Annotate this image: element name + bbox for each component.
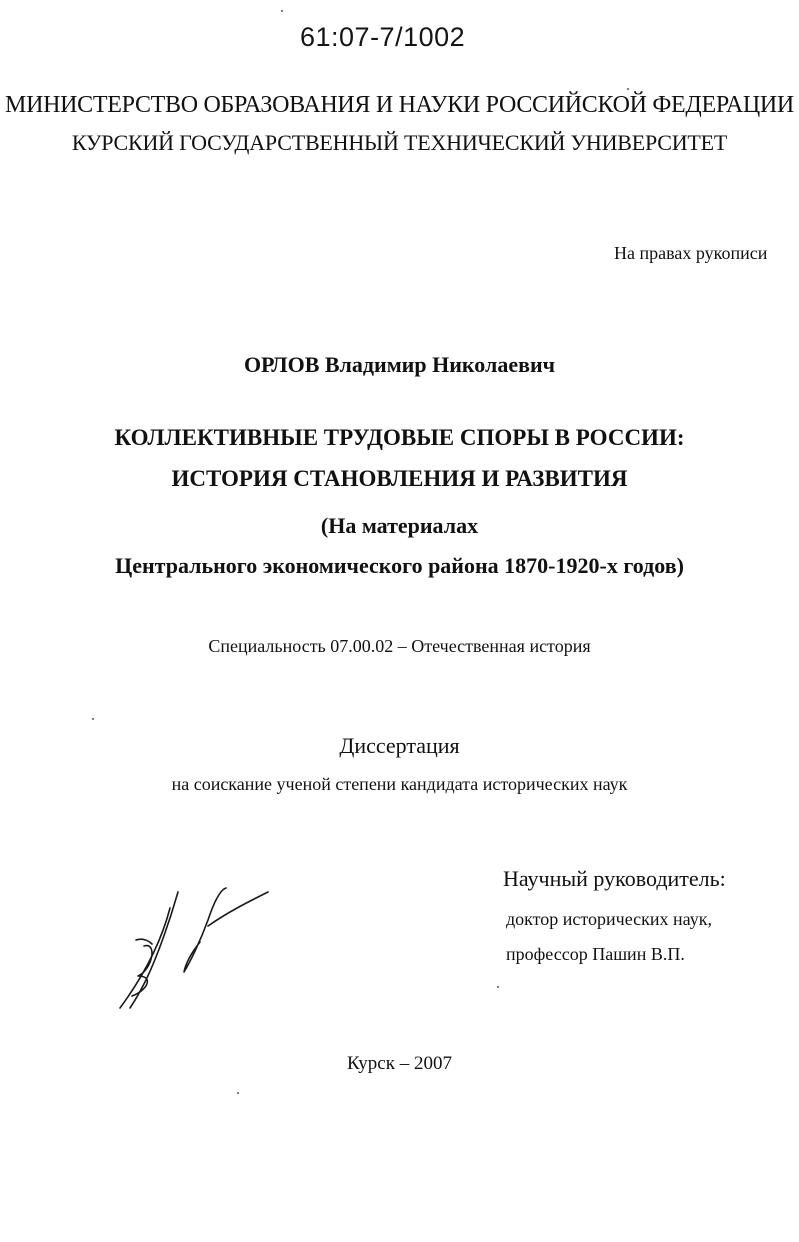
scan-speck [237, 1092, 239, 1094]
university-heading: КУРСКИЙ ГОСУДАРСТВЕННЫЙ ТЕХНИЧЕСКИЙ УНИВЕРСИТЕТ [71, 130, 728, 155]
supervisor-title: Научный руководитель: [503, 866, 726, 891]
title-line-2: ИСТОРИЯ СТАНОВЛЕНИЯ И РАЗВИТИЯ [171, 466, 628, 491]
supervisor-degree: доктор исторических наук, [506, 909, 712, 929]
scan-speck [627, 88, 629, 90]
title-line-4: Центрального экономического района 1870-1920-х годов) [115, 553, 684, 578]
degree-line: на соискание ученой степени кандидата исторических наук [171, 774, 628, 794]
title-line-1: КОЛЛЕКТИВНЫЕ ТРУДОВЫЕ СПОРЫ В РОССИИ: [114, 425, 685, 450]
dissertation-label: Диссертация [339, 733, 460, 758]
title-line-3: (На материалах [320, 513, 479, 538]
supervisor-name: профессор Пашин В.П. [506, 944, 685, 964]
scan-speck [92, 718, 94, 720]
archive-code: 61:07-7/1002 [300, 22, 466, 52]
specialty-line: Специальность 07.00.02 – Отечественная история [208, 636, 591, 656]
manuscript-note: На правах рукописи [614, 243, 768, 263]
scan-speck [281, 10, 283, 12]
ministry-heading: МИНИСТЕРСТВО ОБРАЗОВАНИЯ И НАУКИ РОССИЙСКОЙ ФЕДЕРАЦИИ [5, 92, 794, 118]
city-year: Курск – 2007 [347, 1053, 452, 1074]
scan-speck [497, 986, 499, 988]
author-name: ОРЛОВ Владимир Николаевич [243, 352, 556, 377]
handwritten-signature-icon [108, 880, 278, 1015]
